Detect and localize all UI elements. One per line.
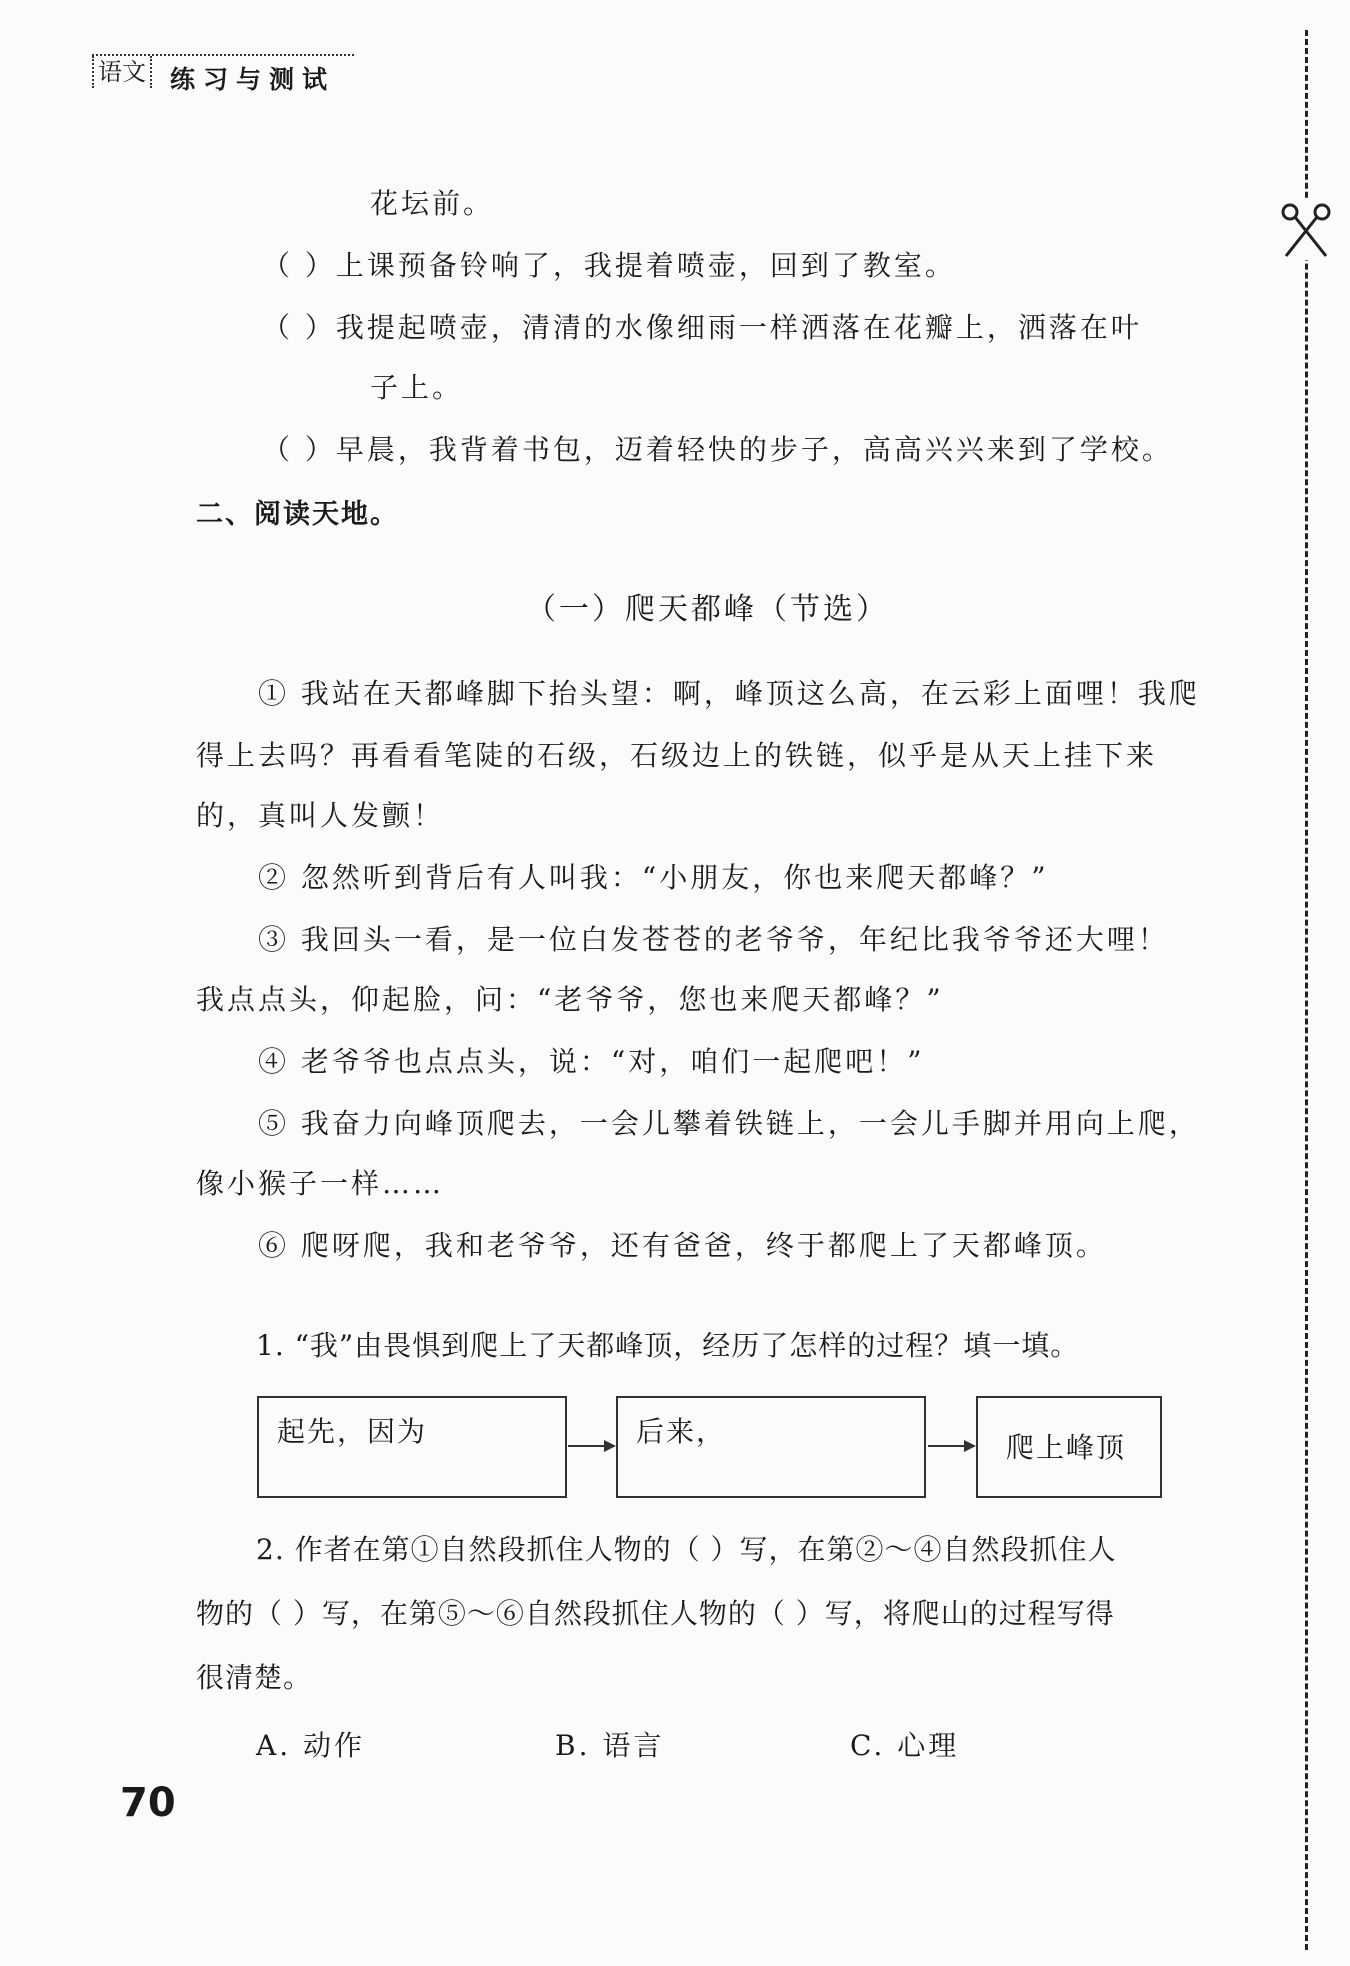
passage-line: ① 我站在天都峰脚下抬头望：啊，峰顶这么高，在云彩上面哩！我爬 <box>258 677 1200 710</box>
answer-box-2[interactable] <box>616 1396 926 1498</box>
passage-line: 我点点头，仰起脸，问：“老爷爷，您也来爬天都峰？” <box>196 983 944 1016</box>
ordering-item: （ ）早晨，我背着书包，迈着轻快的步子，高高兴兴来到了学校。 <box>262 433 1173 466</box>
page-number: 70 <box>120 1780 176 1826</box>
answer-box-1[interactable] <box>257 1396 567 1498</box>
scissors-icon <box>1278 200 1334 260</box>
ordering-item: （ ）上课预备铃响了，我提着喷壶，回到了教室。 <box>262 249 956 282</box>
option-c[interactable]: C. 心理 <box>850 1729 960 1762</box>
arrow-right-icon <box>568 1445 614 1447</box>
header-subject: 语文 <box>92 56 152 88</box>
answer-box-label: 起先，因为 <box>277 1415 428 1448</box>
answer-box-3 <box>976 1396 1162 1498</box>
passage-line: 的，真叫人发颤！ <box>196 799 445 832</box>
cut-line <box>1305 30 1308 1950</box>
passage-line: ② 忽然听到背后有人叫我：“小朋友，你也来爬天都峰？” <box>258 861 1049 894</box>
ordering-line: 花坛前。 <box>370 187 495 220</box>
passage-line: 像小猴子一样…… <box>196 1167 445 1200</box>
passage-line: ③ 我回头一看，是一位白发苍苍的老爷爷，年纪比我爷爷还大哩！ <box>258 923 1169 956</box>
passage-line: 得上去吗？再看看笔陡的石级，石级边上的铁链，似乎是从天上挂下来 <box>196 739 1158 772</box>
passage-line: ⑥ 爬呀爬，我和老爷爷，还有爸爸，终于都爬上了天都峰顶。 <box>258 1229 1107 1262</box>
passage-line: ④ 老爷爷也点点头，说：“对，咱们一起爬吧！” <box>258 1045 925 1078</box>
question-1: 1. “我”由畏惧到爬上了天都峰顶，经历了怎样的过程？填一填。 <box>256 1329 1080 1362</box>
question-2-line: 2. 作者在第①自然段抓住人物的（ ）写，在第②～④自然段抓住人 <box>256 1533 1117 1566</box>
option-b[interactable]: B. 语言 <box>555 1729 665 1762</box>
ordering-line: 子上。 <box>370 371 464 404</box>
question-2-line: 很清楚。 <box>196 1661 313 1694</box>
answer-box-label: 爬上峰顶 <box>1006 1431 1127 1464</box>
arrow-right-icon <box>928 1445 974 1447</box>
section-heading: 二、阅读天地。 <box>196 499 399 530</box>
answer-box-label: 后来， <box>636 1415 727 1448</box>
option-a[interactable]: A. 动作 <box>256 1729 366 1762</box>
ordering-item: （ ）我提起喷壶，清清的水像细雨一样洒落在花瓣上，洒落在叶 <box>262 311 1142 344</box>
passage-line: ⑤ 我奋力向峰顶爬去，一会儿攀着铁链上，一会儿手脚并用向上爬， <box>258 1107 1200 1140</box>
header-title: 练习与测试 <box>170 65 336 94</box>
passage-title: （一）爬天都峰（节选） <box>526 592 889 627</box>
question-2-line: 物的（ ）写，在第⑤～⑥自然段抓住人物的（ ）写，将爬山的过程写得 <box>196 1597 1115 1630</box>
